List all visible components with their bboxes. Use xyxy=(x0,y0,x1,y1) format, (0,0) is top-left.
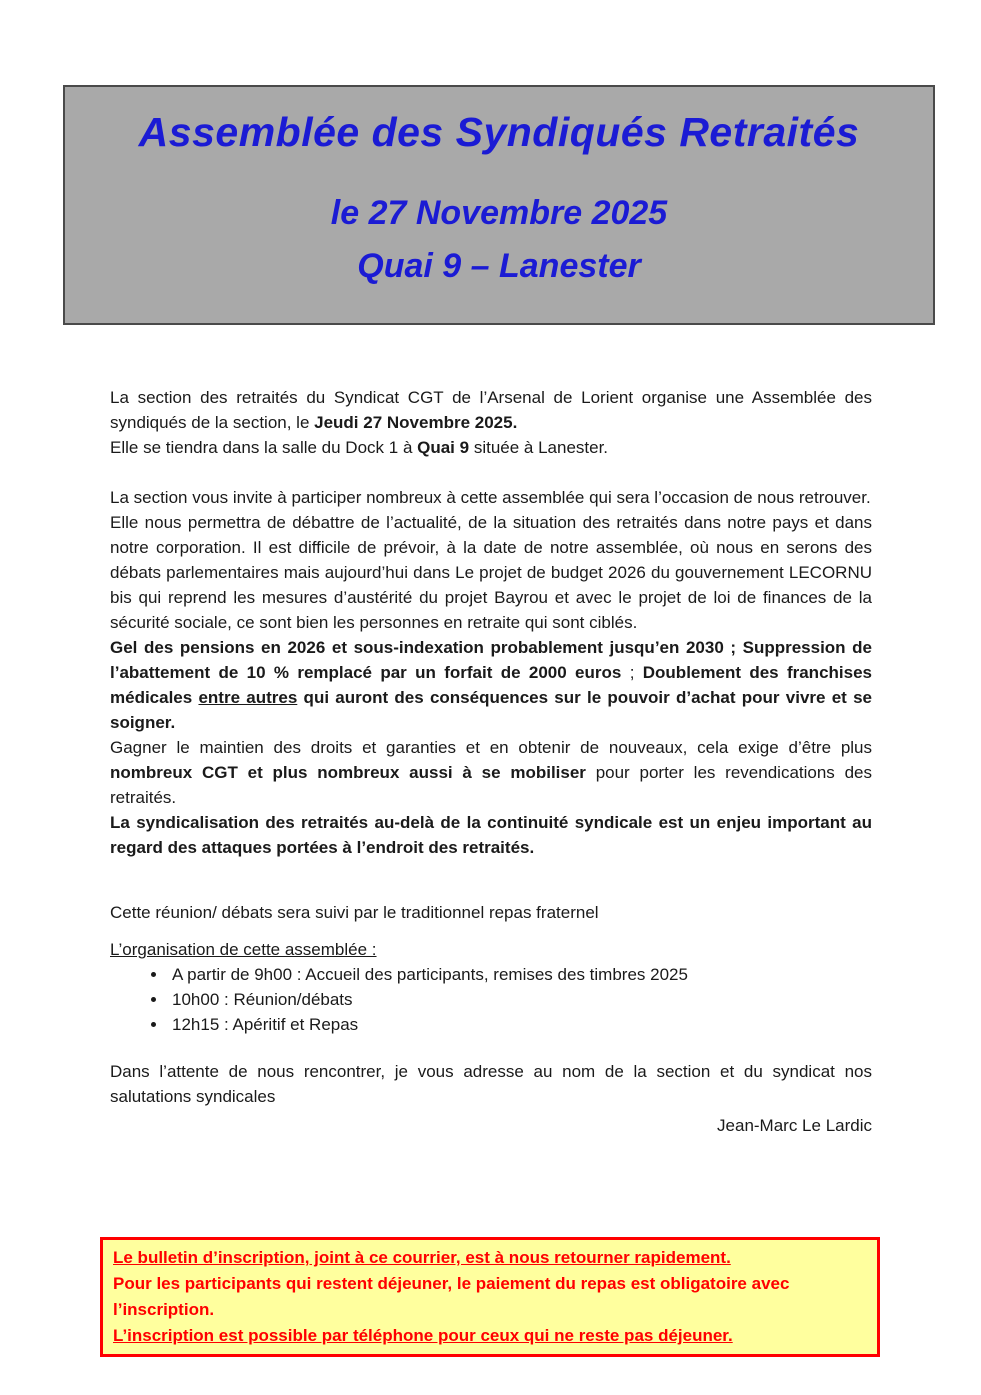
paragraph-invitation: La section vous invite à participer nombreux à cette assemblée qui sera l’occasion de nous retrouver. xyxy=(110,488,871,507)
paragraph-mobilisation xyxy=(110,735,872,810)
text-run-bold-underline: entre autres xyxy=(198,688,298,707)
text-run: Gagner le maintien des droits et garanties et en obtenir de nouveaux, cela exige d’être plus xyxy=(110,738,872,757)
agenda-item: • 12h15 : Apéritif et Repas xyxy=(168,1012,872,1037)
document-title: Assemblée des Syndiqués Retraités xyxy=(138,109,860,155)
notice-line-phone: L’inscription est possible par téléphone pour ceux qui ne reste pas déjeuner. xyxy=(113,1326,733,1345)
text-run-bold: Gel des pensions en 2026 et sous-indexation probablement jusqu’en 2030 ; Suppression de l’abattement de 10 % remplacé par un forfait de 2000 euros xyxy=(110,638,872,682)
text-run: pour porter les revendications des retraités. xyxy=(110,763,872,807)
header-banner xyxy=(63,85,935,325)
notice-line-return: Le bulletin d’inscription, joint à ce courrier, est à nous retourner rapidement. xyxy=(113,1248,731,1267)
paragraph-measures xyxy=(110,635,872,735)
agenda-item: • A partir de 9h00 : Accueil des participants, remises des timbres 2025 xyxy=(168,962,872,987)
text-run-bold: qui auront des conséquences sur le pouvoir d’achat pour vivre et se soigner. xyxy=(110,688,872,732)
text-run-bold: Doublement des franchises médicales xyxy=(110,663,872,707)
text-run: ; xyxy=(621,663,643,682)
notice-line-payment: Pour les participants qui restent déjeuner, le paiement du repas est obligatoire avec l’inscription. xyxy=(113,1274,790,1319)
paragraph-closing: Dans l’attente de nous rencontrer, je vous adresse au nom de la section et du syndicat nos salutations syndicales xyxy=(110,1062,872,1106)
paragraph-repas: Cette réunion/ débats sera suivi par le traditionnel repas fraternel xyxy=(110,903,599,922)
paragraph-venue xyxy=(110,435,872,460)
event-date: le 27 Novembre 2025 xyxy=(330,194,668,232)
text-run-bold: nombreux CGT et plus nombreux aussi à se mobiliser xyxy=(110,763,586,782)
letter-body xyxy=(110,385,872,1138)
agenda-title: L’organisation de cette assemblée : xyxy=(110,940,377,959)
text-run: Elle se tiendra dans la salle du Dock 1 à xyxy=(110,438,418,457)
text-run-bold: Quai 9 xyxy=(417,438,470,457)
paragraph-intro xyxy=(110,385,872,435)
text-run: La section des retraités du Syndicat CGT de l’Arsenal de Lorient organise une Assemblée des syndiqués de la section, le xyxy=(110,388,872,432)
paragraph-context: Elle nous permettra de débattre de l’actualité, de la situation des retraités dans notre pays et dans notre corporation. Il est difficile de prévoir, à la date de notre assemblée, où nous en serons des débats parlementaires mais aujourd’hui dans Le projet de budget 2026 du gouvernement LECORNU bis qui reprend les mesures d’austérité du projet Bayrou et avec le projet de loi de finances de la sécurité sociale, ce sont bien les personnes en retraite qui sont ciblés. xyxy=(110,513,872,632)
signature: Jean-Marc Le Lardic xyxy=(717,1116,872,1135)
text-run: située à Lanester. xyxy=(469,438,609,457)
paragraph-syndicalisation: La syndicalisation des retraités au-delà de la continuité syndicale est un enjeu important au regard des attaques portées à l’endroit des retraités. xyxy=(110,813,872,857)
event-location: Quai 9 – Lanester xyxy=(357,247,641,285)
agenda-list xyxy=(110,962,872,1037)
registration-notice-box xyxy=(100,1237,880,1357)
agenda-item: • 10h00 : Réunion/débats xyxy=(168,987,872,1012)
text-run-bold: Jeudi 27 Novembre 2025. xyxy=(314,413,518,432)
